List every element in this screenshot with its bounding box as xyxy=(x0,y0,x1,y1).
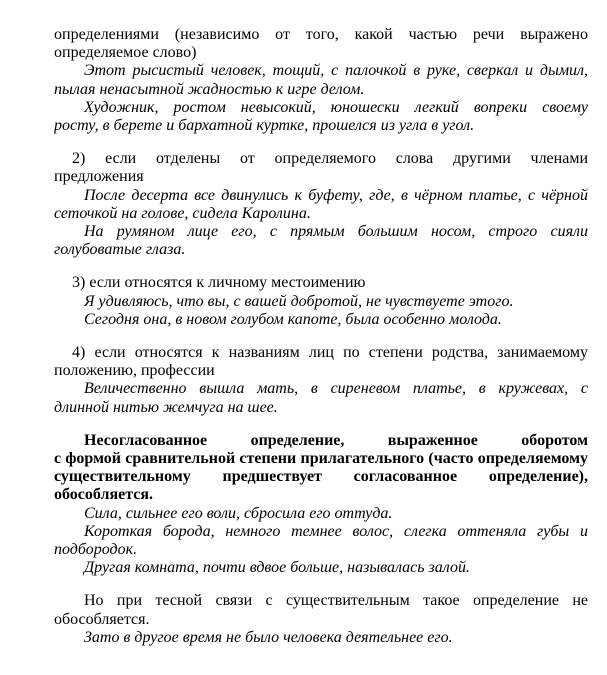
text-line: сеточкой на голове, сидела Каролина. xyxy=(54,204,311,222)
text-line: росту, в берете и бархатной куртке, прошелся из угла в угол. xyxy=(54,117,475,135)
text-line: голубоватые глаза. xyxy=(54,241,186,259)
text-line: На румяном лице его, с прямым большим носом, строго сияли xyxy=(84,223,588,241)
text-line: 2) если отделены от определяемого слова другими членами xyxy=(72,150,588,168)
text-line: обособляется. xyxy=(54,486,154,504)
paragraph xyxy=(54,150,588,186)
text-line: с формой сравнительной степени прилагательного (часто определяемому xyxy=(54,450,588,468)
paragraph xyxy=(54,62,588,98)
text-line: пылая ненасытной жадностью к игре делом. xyxy=(54,80,365,98)
text-line: Сегодня она, в новом голубом капоте, была особенно молода. xyxy=(84,310,502,328)
paragraph xyxy=(54,99,588,135)
text-section xyxy=(54,274,588,329)
text-line: 3) если относятся к личному местоимению xyxy=(72,274,366,292)
paragraph xyxy=(54,592,588,628)
text-line: определяемое слово) xyxy=(54,44,197,62)
text-line: длинной нитью жемчуга на шее. xyxy=(54,398,278,416)
text-line: определениями (независимо от того, какой частью речи выражено xyxy=(54,26,588,43)
text-line: Этот рысистый человек, тощий, с палочкой в руке, сверкал и дымил, xyxy=(84,62,588,80)
paragraph xyxy=(54,432,588,505)
paragraph xyxy=(54,380,588,416)
paragraph xyxy=(54,26,588,62)
paragraph xyxy=(54,559,588,577)
text-line: Другая комната, почти вдвое больше, называлась залой. xyxy=(84,559,470,577)
text-section xyxy=(54,26,588,135)
text-line: После десерта все двинулись к буфету, где, в чёрном платье, с чёрной xyxy=(84,186,588,204)
paragraph xyxy=(54,187,588,223)
text-section xyxy=(54,344,588,417)
text-section xyxy=(54,592,588,647)
paragraph xyxy=(54,523,588,559)
text-line: Художник, ростом невысокий, юношески легкий вопреки своему xyxy=(84,98,588,116)
text-line: Зато в другое время не было человека деятельнее его. xyxy=(84,628,453,646)
text-line: подбородок. xyxy=(54,541,138,559)
text-line: обособляется. xyxy=(54,610,150,628)
paragraph xyxy=(54,505,588,523)
text-line: Сила, сильнее его воли, сбросила его оттуда. xyxy=(84,504,393,522)
text-line: Несогласованное определение, выраженное оборотом xyxy=(84,431,588,449)
paragraph xyxy=(54,311,588,329)
text-section xyxy=(54,150,588,259)
text-line: положению, профессии xyxy=(54,362,215,380)
paragraph xyxy=(54,274,588,292)
paragraph xyxy=(54,629,588,647)
text-line: 4) если относятся к названиям лиц по степени родства, занимаемому xyxy=(72,344,588,362)
text-line: Величественно вышла мать, в сиреневом платье, в кружевах, с xyxy=(84,380,588,398)
paragraph xyxy=(54,223,588,259)
text-line: предложения xyxy=(54,168,144,186)
text-line: Короткая борода, немного темнее волос, слегка оттеняла губы и xyxy=(84,522,588,540)
paragraph xyxy=(54,344,588,380)
paragraph xyxy=(54,293,588,311)
text-line: Я удивляюсь, что вы, с вашей добротой, не чувствуете этого. xyxy=(84,292,514,310)
text-section xyxy=(54,432,588,578)
text-line: Но при тесной связи с существительным такое определение не xyxy=(84,592,588,610)
text-line: существительному предшествует согласованное определение), xyxy=(54,468,588,486)
